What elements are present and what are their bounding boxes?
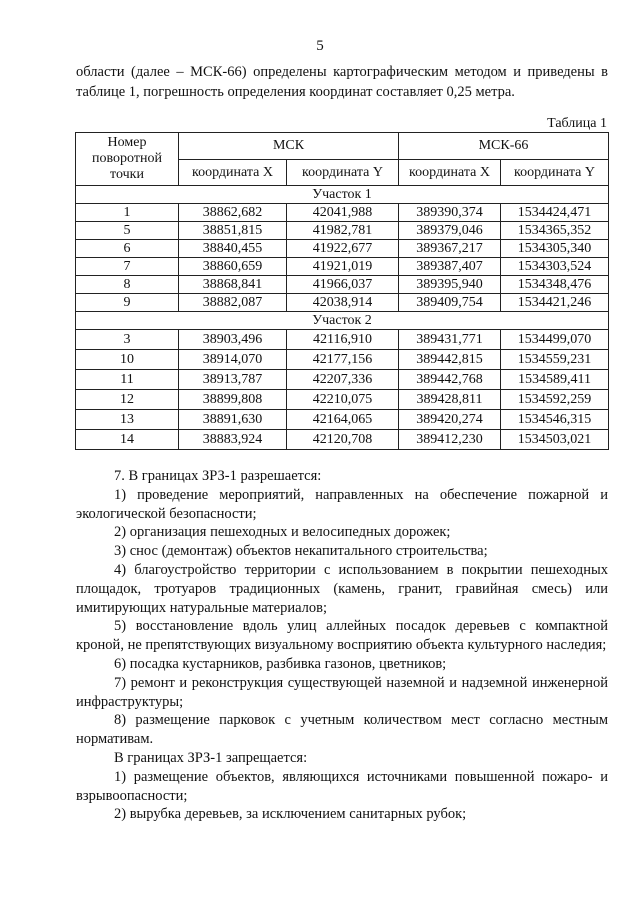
table-cell: 42207,336 <box>287 370 399 390</box>
table-cell: 42164,065 <box>287 410 399 430</box>
table-cell: 38903,496 <box>179 330 287 350</box>
table-cell: 1534421,246 <box>501 294 609 312</box>
header-point-number: Номер поворотной точки <box>76 133 179 186</box>
table-cell: 1534348,476 <box>501 276 609 294</box>
section-title: Участок 1 <box>76 186 609 204</box>
paragraph: 1) размещение объектов, являющихся источниками повышенной пожаро- и взрывоопасности; <box>76 768 608 804</box>
table-cell: 13 <box>76 410 179 430</box>
table-cell: 41966,037 <box>287 276 399 294</box>
table-cell: 389442,768 <box>399 370 501 390</box>
table-row <box>76 258 609 276</box>
paragraph: 1) проведение мероприятий, направленных на обеспечение пожарной и экологической безопасности; <box>76 486 608 522</box>
intro-paragraph: области (далее – МСК-66) определены картографическим методом и приведены в таблице 1, погрешность определения координат составляет 0,25 метра. <box>76 64 608 100</box>
table-cell: 42120,708 <box>287 430 399 450</box>
paragraph: 7) ремонт и реконструкция существующей наземной и надземной инженерной инфраструктуры; <box>76 674 608 710</box>
table-cell: 42210,075 <box>287 390 399 410</box>
table-cell: 389367,217 <box>399 240 501 258</box>
table-cell: 6 <box>76 240 179 258</box>
header-msk-coord-x: координата X <box>179 159 287 186</box>
table-cell: 38862,682 <box>179 204 287 222</box>
table-row <box>76 240 609 258</box>
table-cell: 38851,815 <box>179 222 287 240</box>
paragraph: 3) снос (демонтаж) объектов некапитального строительства; <box>114 543 488 560</box>
table-cell: 389431,771 <box>399 330 501 350</box>
table-cell: 38914,070 <box>179 350 287 370</box>
table-cell: 11 <box>76 370 179 390</box>
table-cell: 389420,274 <box>399 410 501 430</box>
table-cell: 38913,787 <box>179 370 287 390</box>
table-cell: 389390,374 <box>399 204 501 222</box>
table-cell: 42038,914 <box>287 294 399 312</box>
table-cell: 389428,811 <box>399 390 501 410</box>
table-cell: 38868,841 <box>179 276 287 294</box>
table-cell: 14 <box>76 430 179 450</box>
table-row <box>76 390 609 410</box>
table-cell: 8 <box>76 276 179 294</box>
table-cell: 38860,659 <box>179 258 287 276</box>
table-row <box>76 350 609 370</box>
paragraph: 4) благоустройство территории с использованием в покрытии пешеходных площадок, тротуаров традиционных (камень, гранит, гравийная смесь) или имитирующих натуральные материалов; <box>76 561 608 616</box>
table-cell: 1534499,070 <box>501 330 609 350</box>
table-cell: 38882,087 <box>179 294 287 312</box>
section-row <box>76 186 609 204</box>
table-cell: 1534303,524 <box>501 258 609 276</box>
table-cell: 42041,988 <box>287 204 399 222</box>
table-caption: Таблица 1 <box>547 116 607 131</box>
table-cell: 1534559,231 <box>501 350 609 370</box>
table-cell: 41922,677 <box>287 240 399 258</box>
paragraph: 5) восстановление вдоль улиц аллейных посадок деревьев с компактной кроной, не препятствующих визуальному восприятию объекта культурного наследия; <box>76 618 608 654</box>
table-cell: 1534546,315 <box>501 410 609 430</box>
table-cell: 1534503,021 <box>501 430 609 450</box>
table-row <box>76 330 609 350</box>
table-cell: 12 <box>76 390 179 410</box>
table-row <box>76 430 609 450</box>
page-number: 5 <box>316 38 324 54</box>
table-cell: 41982,781 <box>287 222 399 240</box>
table-cell: 38899,808 <box>179 390 287 410</box>
table-cell: 389395,940 <box>399 276 501 294</box>
table-row <box>76 222 609 240</box>
paragraph: 8) размещение парковок с учетным количеством мест согласно местным нормативам. <box>76 712 608 748</box>
body-text <box>76 467 608 824</box>
table-row <box>76 370 609 390</box>
table-cell: 1534589,411 <box>501 370 609 390</box>
table-cell: 5 <box>76 222 179 240</box>
table-cell: 42116,910 <box>287 330 399 350</box>
table-cell: 9 <box>76 294 179 312</box>
section-row <box>76 312 609 330</box>
table-cell: 3 <box>76 330 179 350</box>
table-cell: 389409,754 <box>399 294 501 312</box>
header-msk66: МСК-66 <box>399 133 609 160</box>
table-cell: 38891,630 <box>179 410 287 430</box>
table-cell: 1534305,340 <box>501 240 609 258</box>
header-msk66-coord-x: координата X <box>399 159 501 186</box>
table-row <box>76 294 609 312</box>
table-cell: 1534365,352 <box>501 222 609 240</box>
table-cell: 41921,019 <box>287 258 399 276</box>
table-cell: 389412,230 <box>399 430 501 450</box>
paragraph: 2) организация пешеходных и велосипедных дорожек; <box>114 524 451 541</box>
table-cell: 1 <box>76 204 179 222</box>
header-msk-coord-y: координата Y <box>287 159 399 186</box>
table-cell: 1534592,259 <box>501 390 609 410</box>
header-msk: МСК <box>179 133 399 160</box>
coordinates-table <box>75 132 609 450</box>
table-cell: 38840,455 <box>179 240 287 258</box>
paragraph: 6) посадка кустарников, разбивка газонов, цветников; <box>114 655 447 672</box>
paragraph: В границах ЗРЗ-1 запрещается: <box>114 749 308 766</box>
table-cell: 7 <box>76 258 179 276</box>
table-cell: 389442,815 <box>399 350 501 370</box>
table-cell: 1534424,471 <box>501 204 609 222</box>
table-cell: 10 <box>76 350 179 370</box>
paragraph: 7. В границах ЗРЗ-1 разрешается: <box>114 468 322 484</box>
table-row <box>76 410 609 430</box>
table-cell: 42177,156 <box>287 350 399 370</box>
table-row <box>76 276 609 294</box>
table-cell: 38883,924 <box>179 430 287 450</box>
section-title: Участок 2 <box>76 312 609 330</box>
paragraph: 2) вырубка деревьев, за исключением санитарных рубок; <box>114 806 467 823</box>
table-cell: 389379,046 <box>399 222 501 240</box>
table-cell: 389387,407 <box>399 258 501 276</box>
header-msk66-coord-y: координата Y <box>501 159 609 186</box>
table-row <box>76 204 609 222</box>
